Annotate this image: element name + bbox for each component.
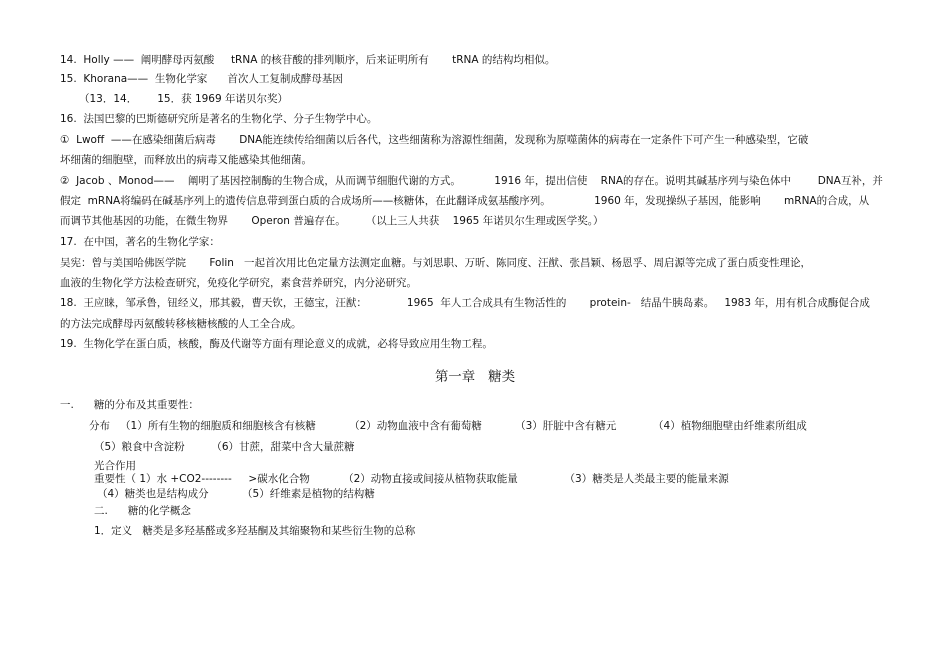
paragraph-line-lwoff-cont: 坏细菌的细胞壁，而释放出的病毒又能感染其他细菌。 (60, 154, 312, 166)
section-heading-chemical-concept: 二. 糖的化学概念 (94, 505, 191, 517)
photosynthesis-label: 光合作用 (94, 460, 136, 472)
paragraph-line-jacob-monod-cont-1: 假定 mRNA将编码在碱基序列上的遗传信息带到蛋白质的合成场所——核糖体，在此翻译成氨基酸序列。 1960 年，发现操纵子基因，能影响 mRNA的合成，从 (60, 195, 870, 207)
importance-line-2: （4）糖类也是结构成分 （5）纤维素是植物的结构糖 (97, 488, 375, 500)
distribution-line-1: 分布 （1）所有生物的细胞质和细胞核含有核糖 （2）动物血液中含有葡萄糖 （3）肝脏中含有糖元 （4）植物细胞壁由纤维素所组成 (89, 420, 807, 432)
paragraph-line-jacob-monod-cont-2: 而调节其他基因的功能，在微生物界 Operon 普遍存在。 （以上三人共获 1965 年诺贝尔生理或医学奖。） (60, 215, 604, 227)
distribution-line-2: （5）粮食中含淀粉 （6）甘蔗，甜菜中含大量蔗糖 (94, 441, 355, 453)
section-heading-distribution: 一. 糖的分布及其重要性： (60, 399, 199, 411)
importance-line-1: 重要性（ 1）水 +CO2-------- >碳水化合物 （2）动物直接或间接从植物获取能量 （3）糖类是人类最主要的能量来源 (94, 473, 729, 485)
paragraph-line-jacob-monod: ② Jacob 、Monod—— 阐明了基因控制酶的生物合成，从而调节细胞代谢的方式。 1916 年，提出信使 RNA的存在。说明其碱基序列与染色体中 DNA互补，并 (60, 175, 883, 187)
paragraph-line-14: 14. Holly —— 阐明酵母丙氨酸 tRNA 的核苷酸的排列顺序，后来证明所有 tRNA 的结构均相似。 (60, 54, 556, 66)
paragraph-line-nobel-note: （13．14． 15．获 1969 年诺贝尔奖） (79, 93, 289, 105)
paragraph-line-17: 17. 在中国，著名的生物化学家： (60, 236, 220, 248)
paragraph-line-15: 15. Khorana—— 生物化学家 首次人工复制成酵母基因 (60, 73, 343, 85)
paragraph-line-18: 18. 王应睐，邹承鲁，钮经义，邢其毅，曹天钦，王德宝，汪猷： 1965 年人工合成具有生物活性的 protein- 结晶牛胰岛素。 1983 年，用有机合成酶促合成 (60, 297, 870, 309)
chapter-title: 第一章 糖类 (434, 369, 516, 385)
paragraph-line-lwoff: ① Lwoff ——在感染细菌后病毒 DNA能连续传给细菌以后各代，这些细菌称为溶源性细菌，发现称为原噬菌体的病毒在一定条件下可产生一种感染型，它破 (60, 134, 809, 146)
paragraph-line-19: 19. 生物化学在蛋白质，核酸，酶及代谢等方面有理论意义的成就，必将导致应用生物工程。 (60, 338, 493, 350)
paragraph-line-wuxian: 吴宪：曾与美国哈佛医学院 Folin 一起首次用比色定量方法测定血糖。与刘思职、万昕、陈同度、汪猷、张昌颖、杨恩孚、周启源等完成了蛋白质变性理论， (60, 257, 811, 269)
definition-line: 1．定义 糖类是多羟基醛或多羟基酮及其缩聚物和某些衍生物的总称 (94, 525, 416, 537)
paragraph-line-16: 16. 法国巴黎的巴斯德研究所是著名的生物化学、分子生物学中心。 (60, 113, 378, 125)
paragraph-line-18-cont: 的方法完成酵母丙氨酸转移核糖核酸的人工全合成。 (60, 318, 302, 330)
paragraph-line-wuxian-cont: 血液的生物化学方法检查研究，免疫化学研究，素食营养研究，内分泌研究。 (60, 277, 417, 289)
